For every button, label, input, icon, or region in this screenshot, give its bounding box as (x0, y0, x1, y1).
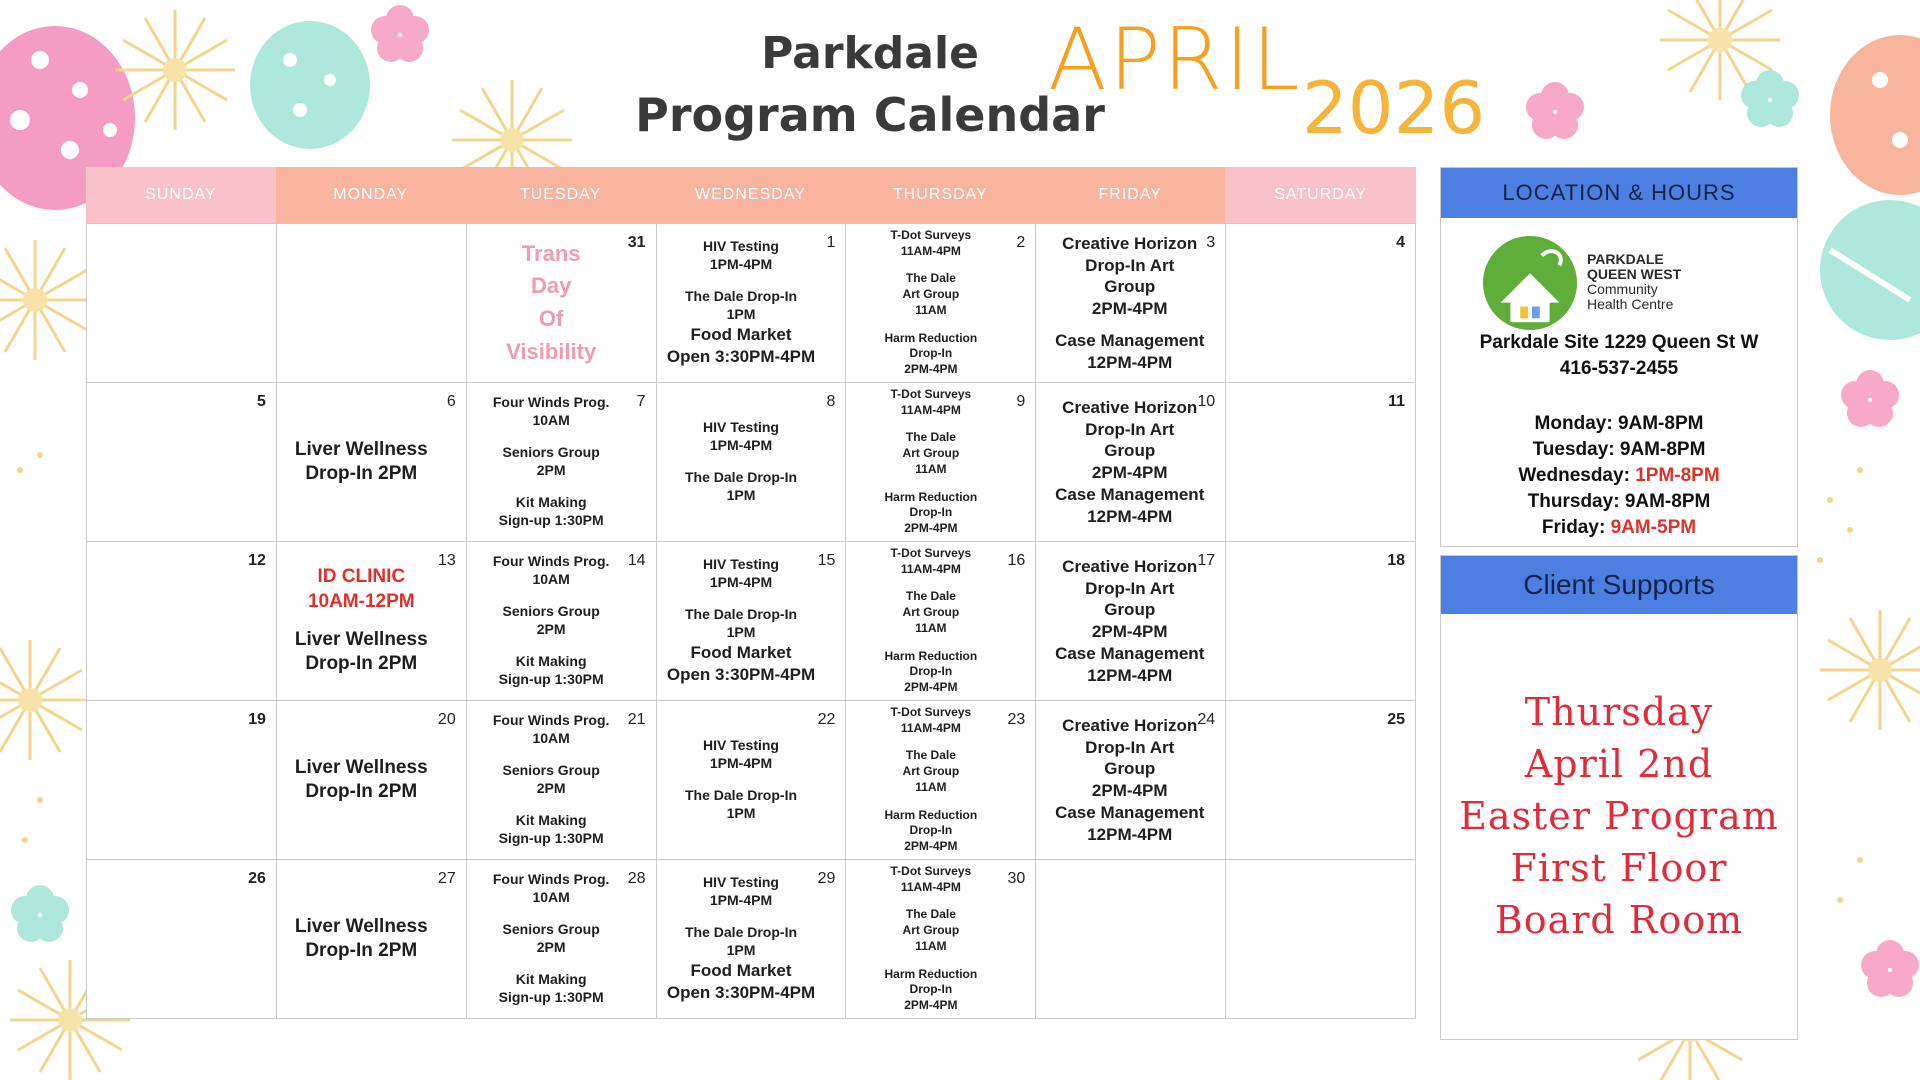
event-text: The Dale Drop-In 1PM (685, 606, 798, 641)
hours-row (1441, 489, 1797, 515)
event-text: Liver Wellness Drop-In 2PM (294, 629, 428, 675)
calendar-day-cell (467, 701, 657, 860)
event-text: Case Management 12PM-4PM (1055, 802, 1205, 844)
event-text: Harm Reduction Drop-In 2PM-4PM (884, 648, 978, 695)
event-text: The Dale Drop-In 1PM (685, 469, 798, 503)
calendar-day-cell (277, 542, 467, 701)
calendar-day-cell (87, 542, 277, 701)
event-text: Case Management 12PM-4PM (1055, 484, 1205, 526)
day-events (471, 864, 632, 1014)
calendar-day-cell (1036, 860, 1226, 1019)
event-text: Creative Horizon Drop-In Art Group 2PM-4PM (1062, 556, 1198, 641)
hours-day: Friday: (1541, 517, 1606, 538)
calendar-day-cell (87, 383, 277, 542)
calendar-day-cell (657, 701, 847, 860)
event-text: HIV Testing 1PM-4PM (703, 238, 779, 273)
day-number: 15 (817, 552, 836, 569)
client-supports-message (1441, 686, 1797, 946)
calendar-day-cell (467, 860, 657, 1019)
day-of-week-saturday: SATURDAY (1225, 167, 1416, 223)
event-text: HIV Testing 1PM-4PM (703, 556, 779, 591)
event-text: The Dale Art Group 11AM (902, 271, 960, 317)
day-number: 30 (1007, 870, 1026, 887)
calendar-day-cell (1226, 701, 1416, 860)
event-text: Food Market Open 3:30PM-4PM (666, 643, 816, 684)
day-events (91, 705, 252, 855)
event-text: Kit Making Sign-up 1:30PM (498, 811, 604, 846)
day-events (661, 864, 822, 1014)
day-events (281, 705, 442, 855)
event-text: Kit Making Sign-up 1:30PM (498, 652, 604, 687)
day-of-week-monday: MONDAY (276, 167, 466, 223)
calendar-grid (86, 167, 1416, 1038)
event-text: T-Dot Surveys 11AM-4PM (890, 546, 972, 576)
event-text: Day (530, 273, 572, 299)
location-hours-header: LOCATION & HOURS (1441, 168, 1797, 218)
event-text: Liver Wellness Drop-In 2PM (294, 756, 428, 802)
hours-time: 9AM-8PM (1617, 413, 1704, 434)
day-events (1040, 387, 1219, 537)
day-number: 14 (627, 552, 646, 569)
event-text: Harm Reduction Drop-In 2PM-4PM (884, 966, 978, 1013)
event-text: Of (538, 306, 564, 331)
client-supports-header: Client Supports (1441, 556, 1797, 614)
event-text: Seniors Group 2PM (502, 762, 600, 796)
day-of-week-header (86, 167, 1416, 223)
day-of-week-friday: FRIDAY (1035, 167, 1225, 223)
calendar-day-cell (1036, 701, 1226, 860)
event-text: T-Dot Surveys 11AM-4PM (890, 387, 972, 417)
hours-time: 9AM-8PM (1619, 439, 1706, 460)
event-text: Case Management 12PM-4PM (1055, 330, 1205, 372)
day-events (850, 864, 1011, 1014)
day-events (281, 864, 442, 1014)
day-events (1230, 546, 1391, 696)
day-events (471, 546, 632, 696)
calendar-week (87, 860, 1416, 1019)
day-number: 25 (1387, 711, 1406, 728)
day-number: 7 (636, 393, 646, 410)
calendar-day-cell (846, 224, 1036, 383)
day-number: 1 (826, 234, 836, 251)
hours-day: Thursday: (1527, 491, 1620, 512)
day-number: 4 (1396, 234, 1406, 251)
org-name-line: Community (1587, 281, 1658, 298)
org-name-line: Health Centre (1587, 296, 1674, 313)
event-text: Four Winds Prog. 10AM (492, 394, 610, 429)
event-text: Liver Wellness Drop-In 2PM (294, 438, 428, 484)
hours-time: 9AM-8PM (1624, 491, 1711, 512)
calendar-day-cell (1226, 860, 1416, 1019)
day-events (850, 387, 1011, 537)
day-number: 17 (1197, 552, 1216, 569)
event-text: The Dale Drop-In 1PM (685, 787, 798, 821)
event-text: HIV Testing 1PM-4PM (703, 419, 779, 454)
calendar-day-cell (277, 224, 467, 383)
event-text: The Dale Drop-In 1PM (685, 288, 798, 323)
calendar-day-cell (87, 860, 277, 1019)
day-events (471, 387, 632, 537)
event-text: T-Dot Surveys 11AM-4PM (890, 228, 972, 258)
calendar-day-cell (1036, 383, 1226, 542)
day-of-week-sunday: SUNDAY (86, 167, 276, 223)
calendar-day-cell (277, 860, 467, 1019)
event-text: HIV Testing 1PM-4PM (703, 737, 779, 772)
event-text: The Dale Drop-In 1PM (685, 924, 798, 959)
page-title-line1: Parkdale (761, 28, 979, 79)
day-number: 9 (1016, 393, 1026, 410)
day-of-week-tuesday: TUESDAY (466, 167, 656, 223)
calendar-day-cell (467, 224, 657, 383)
hours-row (1441, 463, 1797, 489)
hours-row (1441, 411, 1797, 437)
event-text: Creative Horizon Drop-In Art Group 2PM-4PM (1062, 233, 1198, 318)
client-supports-panel (1440, 555, 1798, 1040)
event-text: Seniors Group 2PM (502, 603, 600, 637)
day-events (1040, 705, 1219, 855)
day-number: 11 (1388, 393, 1406, 410)
day-events (281, 546, 442, 696)
day-number: 27 (437, 870, 456, 887)
day-events (1040, 228, 1219, 378)
day-events (850, 546, 1011, 696)
org-name-line: QUEEN WEST (1587, 266, 1682, 283)
calendar-week (87, 224, 1416, 383)
day-number: 31 (627, 234, 646, 251)
event-text: T-Dot Surveys 11AM-4PM (890, 705, 972, 735)
day-number: 8 (826, 393, 836, 410)
year-label: 2026 (1302, 66, 1486, 150)
calendar-day-cell (846, 701, 1036, 860)
day-number: 20 (437, 711, 456, 728)
event-text: HIV Testing 1PM-4PM (703, 874, 779, 909)
calendar-day-cell (657, 383, 847, 542)
event-text: Trans (521, 240, 581, 266)
event-text: Harm Reduction Drop-In 2PM-4PM (884, 489, 978, 536)
hours-time: 9AM-5PM (1610, 517, 1697, 538)
hours-day: Wednesday: (1518, 465, 1630, 486)
event-text: Creative Horizon Drop-In Art Group 2PM-4PM (1062, 397, 1198, 482)
day-number: 12 (248, 552, 266, 569)
event-text: Seniors Group 2PM (502, 444, 600, 478)
day-number: 29 (817, 870, 836, 887)
event-text: The Dale Art Group 11AM (902, 748, 960, 794)
day-events (91, 546, 252, 696)
calendar-day-cell (467, 542, 657, 701)
calendar-day-cell (657, 542, 847, 701)
event-text: Kit Making Sign-up 1:30PM (498, 493, 604, 528)
day-events (281, 228, 442, 378)
hours-day: Tuesday: (1532, 439, 1615, 460)
day-number: 28 (627, 870, 646, 887)
calendar-day-cell (1036, 542, 1226, 701)
calendar-day-cell (87, 224, 277, 383)
calendar-day-cell (277, 701, 467, 860)
calendar-day-cell (87, 701, 277, 860)
event-text: The Dale Art Group 11AM (902, 907, 960, 953)
day-events (91, 387, 252, 537)
support-line: Board Room (1494, 898, 1744, 942)
event-text: Creative Horizon Drop-In Art Group 2PM-4PM (1062, 715, 1198, 800)
day-of-week-wednesday: WEDNESDAY (656, 167, 846, 223)
location-hours-panel (1440, 167, 1798, 547)
day-events (850, 228, 1011, 378)
calendar-day-cell (1226, 542, 1416, 701)
support-line: Thursday (1524, 690, 1714, 734)
day-number: 5 (256, 393, 266, 410)
calendar-week (87, 542, 1416, 701)
calendar-week (87, 383, 1416, 542)
calendar-day-cell (277, 383, 467, 542)
day-number: 13 (437, 552, 456, 569)
calendar-day-cell (467, 383, 657, 542)
day-events (850, 705, 1011, 855)
day-number: 3 (1206, 234, 1216, 251)
day-number: 2 (1016, 234, 1026, 251)
event-text: T-Dot Surveys 11AM-4PM (890, 864, 972, 894)
event-text: Four Winds Prog. 10AM (492, 871, 610, 906)
calendar-day-cell (1036, 224, 1226, 383)
phone-number: 416-537-2455 (1559, 358, 1679, 379)
day-events (661, 228, 822, 378)
calendar-day-cell (846, 542, 1036, 701)
health-centre-logo-icon (1481, 234, 1579, 332)
day-events (471, 705, 632, 855)
day-number: 24 (1197, 711, 1216, 728)
day-events (281, 387, 442, 537)
day-events (1230, 705, 1391, 855)
day-events (1040, 864, 1219, 1014)
event-text: Four Winds Prog. 10AM (492, 712, 610, 747)
organization-name (1587, 252, 1681, 312)
calendar-day-cell (846, 383, 1036, 542)
day-events (1230, 387, 1391, 537)
day-number: 6 (446, 393, 456, 410)
event-text: ID CLINIC 10AM-12PM (307, 566, 415, 612)
calendar-weeks (86, 223, 1416, 1019)
support-line: First Floor (1510, 846, 1728, 890)
event-text: Case Management 12PM-4PM (1055, 643, 1205, 685)
day-number: 26 (248, 870, 266, 887)
event-text: Kit Making Sign-up 1:30PM (498, 970, 604, 1005)
org-name-line: PARKDALE (1587, 251, 1664, 267)
day-number: 22 (817, 711, 836, 728)
day-events (661, 705, 822, 855)
event-text: Harm Reduction Drop-In 2PM-4PM (884, 807, 978, 854)
page-title-line2: Program Calendar (635, 88, 1105, 142)
calendar-day-cell (846, 860, 1036, 1019)
calendar-day-cell (657, 860, 847, 1019)
calendar-week (87, 701, 1416, 860)
day-events (1230, 228, 1391, 378)
day-number: 10 (1197, 393, 1216, 410)
event-text: Harm Reduction Drop-In 2PM-4PM (884, 330, 978, 377)
support-line: April 2nd (1524, 742, 1714, 786)
event-text: The Dale Art Group 11AM (902, 589, 960, 635)
day-events (661, 387, 822, 537)
day-number: 19 (248, 711, 266, 728)
day-number: 16 (1007, 552, 1026, 569)
event-text: Visibility (506, 338, 597, 364)
calendar-day-cell (657, 224, 847, 383)
site-address: Parkdale Site 1229 Queen St W (1479, 332, 1759, 353)
opening-hours (1441, 411, 1797, 541)
hours-row (1441, 437, 1797, 463)
day-number: 21 (627, 711, 646, 728)
event-text: Food Market Open 3:30PM-4PM (666, 325, 816, 366)
support-line: Easter Program (1459, 794, 1779, 838)
hours-day: Monday: (1534, 413, 1613, 434)
calendar-day-cell (1226, 224, 1416, 383)
day-events (91, 228, 252, 378)
hours-row (1441, 515, 1797, 541)
day-events (1230, 864, 1391, 1014)
event-text: Seniors Group 2PM (502, 921, 600, 955)
day-events (661, 546, 822, 696)
day-events (1040, 546, 1219, 696)
event-text: Four Winds Prog. 10AM (492, 553, 610, 588)
day-events (471, 228, 632, 378)
day-events (91, 864, 252, 1014)
hours-time: 1PM-8PM (1635, 465, 1720, 486)
day-of-week-thursday: THURSDAY (845, 167, 1035, 223)
event-text: The Dale Art Group 11AM (902, 430, 960, 476)
event-text: Food Market Open 3:30PM-4PM (666, 961, 816, 1002)
calendar-day-cell (1226, 383, 1416, 542)
month-label: APRIL (1048, 10, 1302, 110)
event-text: Liver Wellness Drop-In 2PM (294, 915, 428, 961)
day-number: 18 (1387, 552, 1406, 569)
day-number: 23 (1007, 711, 1026, 728)
